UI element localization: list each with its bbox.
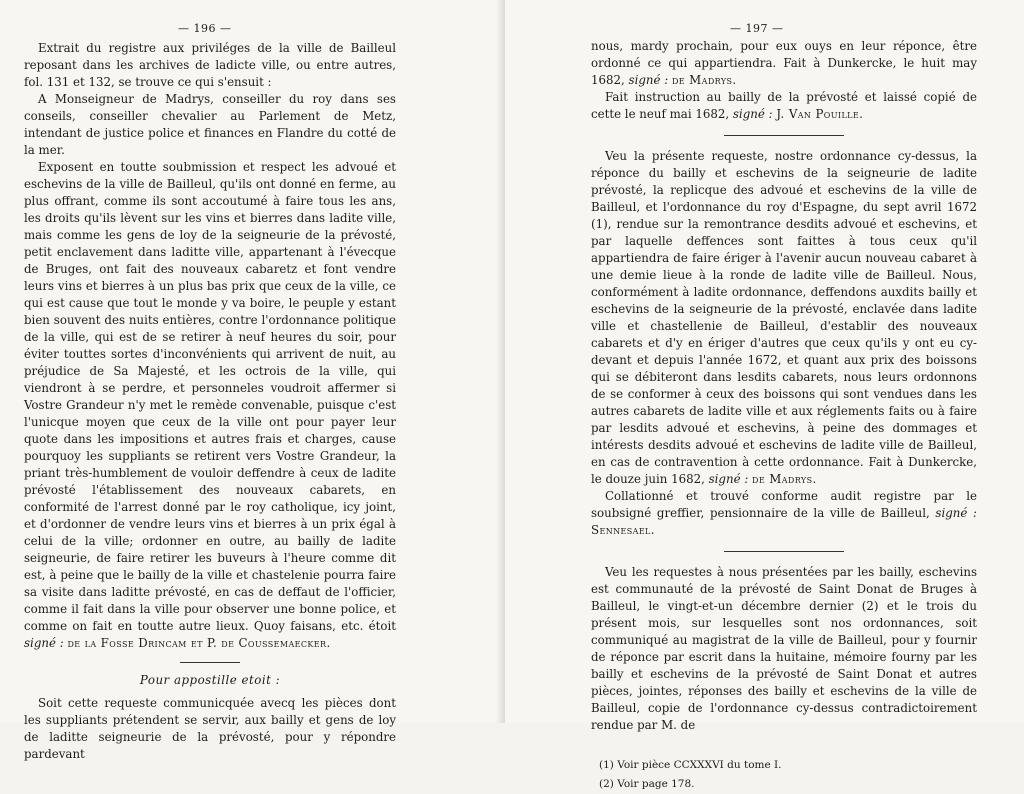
paragraph xyxy=(24,159,396,652)
divider xyxy=(724,135,844,136)
signe-label: signé : xyxy=(628,73,669,87)
signatories: de la Fosse Drincam et P. de Coussemaecker. xyxy=(67,636,331,650)
paragraph-text: Veu la présente requeste, nostre ordonnance cy-dessus, la réponce du bailly et eschevins de la seigneurie de ladite prévosté, la replicque des advoué et eschevins de la ville de Bailleul, et l'ordonnance du roy d'Espagne, du sept avril 1672 (1), rendue sur la remontrance desdits advoué et eschevins, et par laquelle deffences sont faittes à tous ceux qu'il appartiendra de faire ériger à l'avenir aucun nouveau cabaret à une demie lieue à la ronde de ladite ville de Bailleul. Nous, conformément à ladite ordonnance, deffendons auxdits bailly et eschevins de la seigneurie de la prévosté, enclavée dans ladite ville et chastellenie de Bailleul, d'establir des nouveaux cabarets et d'y en ériger d'autres que ceux qu'ils y ont eu cy-devant et depuis l'année 1672, et quant aux prix des boissons qui se débiteront dans lesdits cabarets, nous leurs ordonnons de se conformer à ceux des boissons qui sont vendues dans les autres cabarets de ladite ville et aux réglements faits ou à faire par lesdits advoué et eschevins, à peine des dommages et intérests desdits advoué et eschevins de ladite ville de Bailleul, en cas de contravention à cette ordonnance. Fait à Dunkercke, le douze juin 1682, xyxy=(591,149,977,486)
signatory: de Madrys. xyxy=(671,73,737,87)
footnote: (1) Voir pièce CCXXXVI du tome I. xyxy=(599,759,782,771)
paragraph xyxy=(591,488,977,539)
footnote: (2) Voir page 178. xyxy=(599,778,695,790)
signe-label: signé : xyxy=(24,636,64,650)
paragraph-text: Collationné et trouvé conforme audit registre par le soubsigné greffier, pensionnaire de la ville de Bailleul, xyxy=(591,489,977,520)
signatory: Sennesael. xyxy=(591,523,655,537)
signatory: J. Van Pouille. xyxy=(776,107,864,121)
signe-label: signé : xyxy=(935,506,977,520)
paragraph xyxy=(591,89,977,123)
left-page xyxy=(0,0,505,761)
signe-label: signé : xyxy=(732,107,773,121)
paragraph: Extrait du registre aux priviléges de la ville de Bailleul reposant dans les archives de ladicte ville, ou entre autres, fol. 131 et 132, se trouve ce qui s'ensuit : xyxy=(24,41,396,89)
text-column xyxy=(591,38,977,794)
paragraph xyxy=(591,148,977,488)
right-page xyxy=(505,0,1024,790)
paragraph-text: Exposent en toutte soubmission et respect les advoué et eschevins de la ville de Bailleul, qu'ils ont donné en ferme, au plus offrant, comme ils sont accoutumé à faire tous les ans, les droits qu'ils lèvent sur les vins et bierres dans ladite ville, mais comme les gens de loy de la seigneurie de la prévosté, petit enclavement dans laditte ville, appartenant à l'évecque de Bruges, ont fait des nouveaux cabaretz et font vendre leurs vins et bierres à un plus bas prix que ceux de la ville, ce qui est cause que tout le monde y va boire, le peuple y estant bien souvent des nuits entières, contre l'ordonnance politique de la ville, qui est de se retirer à neuf heures du soir, pour éviter touttes sortes d'inconvénients qui arrivent de nuit, au préjudice de Sa Majesté, et les octrois de la ville, qui viendront à se perdre, et personneles voudroit affermer si Vostre Grandeur n'y met le remède convenable, puisque c'est l'unicque moyen que ceux de la ville ont pour payer leur quote dans les impositions et autres frais et charges, cause pourquoy les suppliants se retirent vers Vostre Grandeur, la priant très-humblement de vouloir deffendre à ceux de ladite prévosté l'établissement des nouveaux cabarets, en conformité de l'arrest donné par le roy catholique, icy joint, et d'ordonner de vendre leurs vins et bierres à un prix égal à celui de la ville; ordonner en outre, au bailly de ladite seigneurie, de faire retirer les buveurs à l'heure comme dit est, à peine que le bailly de la ville et chastelenie pourra faire sa visite dans laditte prévosté, en cas de deffaut de l'officier, comme il fait dans la ville pour observer une bonne police, et comme on fait en toutte autre lieux. Quoy faisans, etc. étoit xyxy=(24,160,396,633)
paragraph-text: Fait instruction au bailly de la prévosté et laissé copié de cette le neuf mai 1682, xyxy=(591,90,977,121)
signe-label: signé : xyxy=(708,472,749,486)
paragraph: Veu les requestes à nous présentées par les bailly, eschevins est communauté de la prévosté de Saint Donat de Bruges à Bailleul, le vingt-et-un décembre dernier (2) et le trois du présent mois, sur lesquelles sont nos ordonnances, soit communiqué au magistrat de la ville de Bailleul, pour y fournir de réponce par escrit dans la huitaine, mémoire fourny par les bailly et eschevins de la prévosté de Saint Donat et autres pièces, jointes, réponses des bailly et eschevins de la ville de Bailleul, copie de l'ordonnance cy-dessus contradictoirement rendue par M. de xyxy=(591,565,977,732)
paragraph: Soit cette requeste communicquée avecq les pièces dont les suppliants prétendent se servir, aux bailly et gens de loy de laditte seigneurie de la prévosté, pour y répondre pardevant xyxy=(24,696,396,761)
footnotes xyxy=(591,756,977,794)
paragraph-text: nous, mardy prochain, pour eux ouys en leur réponce, être ordonné ce qui appartiendra. Fait à Dunkercke, le huit may 1682, xyxy=(591,39,977,87)
divider xyxy=(724,551,844,552)
paragraph: A Monseigneur de Madrys, conseiller du roy dans ses conseils, conseiller chevalier au Parlement de Metz, intendant de justice police et finances en Flandre du cotté de la mer. xyxy=(24,92,396,157)
signatory: de Madrys. xyxy=(752,472,817,486)
text-column xyxy=(24,40,396,763)
divider xyxy=(180,662,240,663)
page-number: — 197 — xyxy=(730,22,784,35)
section-heading: Pour appostille etoit : xyxy=(139,673,281,687)
paragraph xyxy=(591,38,977,89)
page-number: — 196 — xyxy=(178,22,232,35)
